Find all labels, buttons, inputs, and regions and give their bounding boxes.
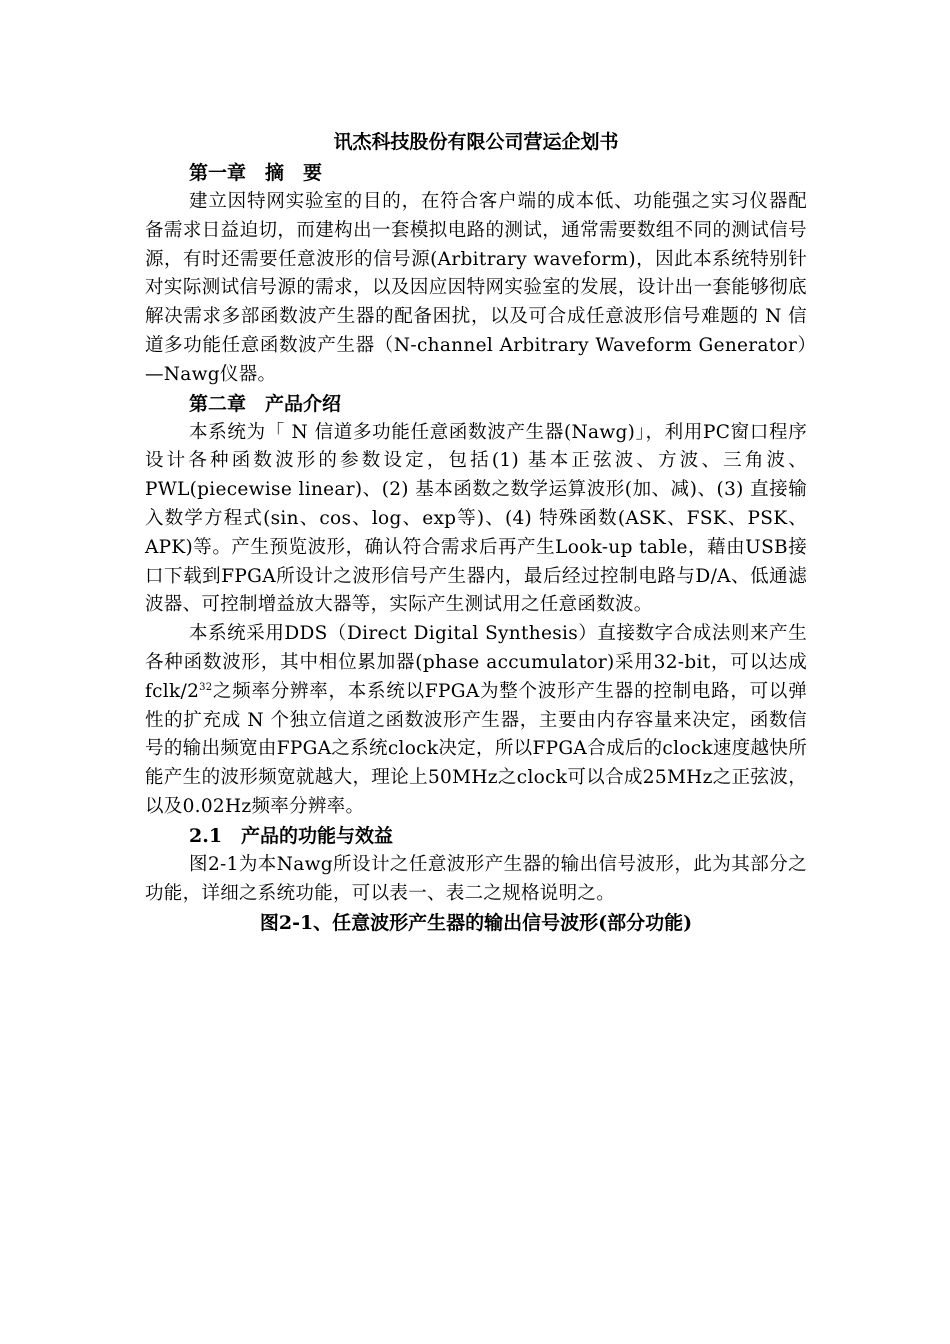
chapter2-heading: 第二章 产品介绍 (189, 392, 342, 415)
chapter2-paragraph-2-part-b: 之频率分辨率，本系统以FPGA为整个波形产生器的控制电路，可以弹性的扩充成 N 个独立信道之函数波形产生器，主要由内存容量来决定，函数信号的输出频宽由FPGA之系统clock决定，所以FPGA合成后的clock速度越快所能产生的波形频宽就越大，理论上50MHz之clock可以合成25MHz之正弦波，以及0.02Hz频率分辨率。 (145, 680, 807, 817)
chapter2-paragraph-2-part-a: 本系统采用DDS（Direct Digital Synthesis）直接数字合成法则来产生各种函数波形，其中相位累加器(phase accumulator)采用32-bit，可以达成fclk/2 (145, 623, 807, 702)
document-title: 讯杰科技股份有限公司营运企划书 (333, 131, 619, 153)
document-page (145, 125, 807, 938)
chapter1-paragraph: 建立因特网实验室的目的，在符合客户端的成本低、功能强之实习仪器配备需求日益迫切，而建构出一套模拟电路的测试，通常需要数组不同的测试信号源，有时还需要任意波形的信号源(Arbitrary waveform)，因此本系统特别针对实际测试信号源的需求，以及因应因特网实验室的发展，设计出一套能够彻底解决需求多部函数波产生器的配备困扰，以及可合成任意波形信号难题的 N 信道多功能任意函数波产生器（N-channel Arbitrary Waveform Generator）—Nawg仪器。 (145, 191, 807, 385)
section-2-1-heading: 2.1 产品的功能与效益 (189, 824, 394, 847)
section-2-1-paragraph: 图2-1为本Nawg所设计之任意波形产生器的输出信号波形，此为其部分之功能，详细之系统功能，可以表一、表二之规格说明之。 (145, 853, 807, 904)
figure-caption: 图2-1、任意波形产生器的输出信号波形(部分功能) (259, 912, 693, 935)
exponent-superscript: 32 (199, 681, 213, 693)
chapter2-paragraph-1: 本系统为「 N 信道多功能任意函数波产生器(Nawg)」，利用PC窗口程序设计各种函数波形的参数设定，包括(1) 基本正弦波、方波、三角波、PWL(piecewise linear)、(2) 基本函数之数学运算波形(加、减)、(3) 直接输入数学方程式(sin、cos、log、exp等)、(4) 特殊函数(ASK、FSK、PSK、APK)等。产生预览波形，确认符合需求后再产生Look-up table，藉由USB接口下载到FPGA所设计之波形信号产生器内，最后经过控制电路与D/A、低通滤波器、可控制增益放大器等，实际产生测试用之任意函数波。 (145, 421, 807, 616)
chapter2-paragraph-2 (145, 620, 807, 822)
chapter1-heading: 第一章 摘 要 (189, 162, 323, 184)
